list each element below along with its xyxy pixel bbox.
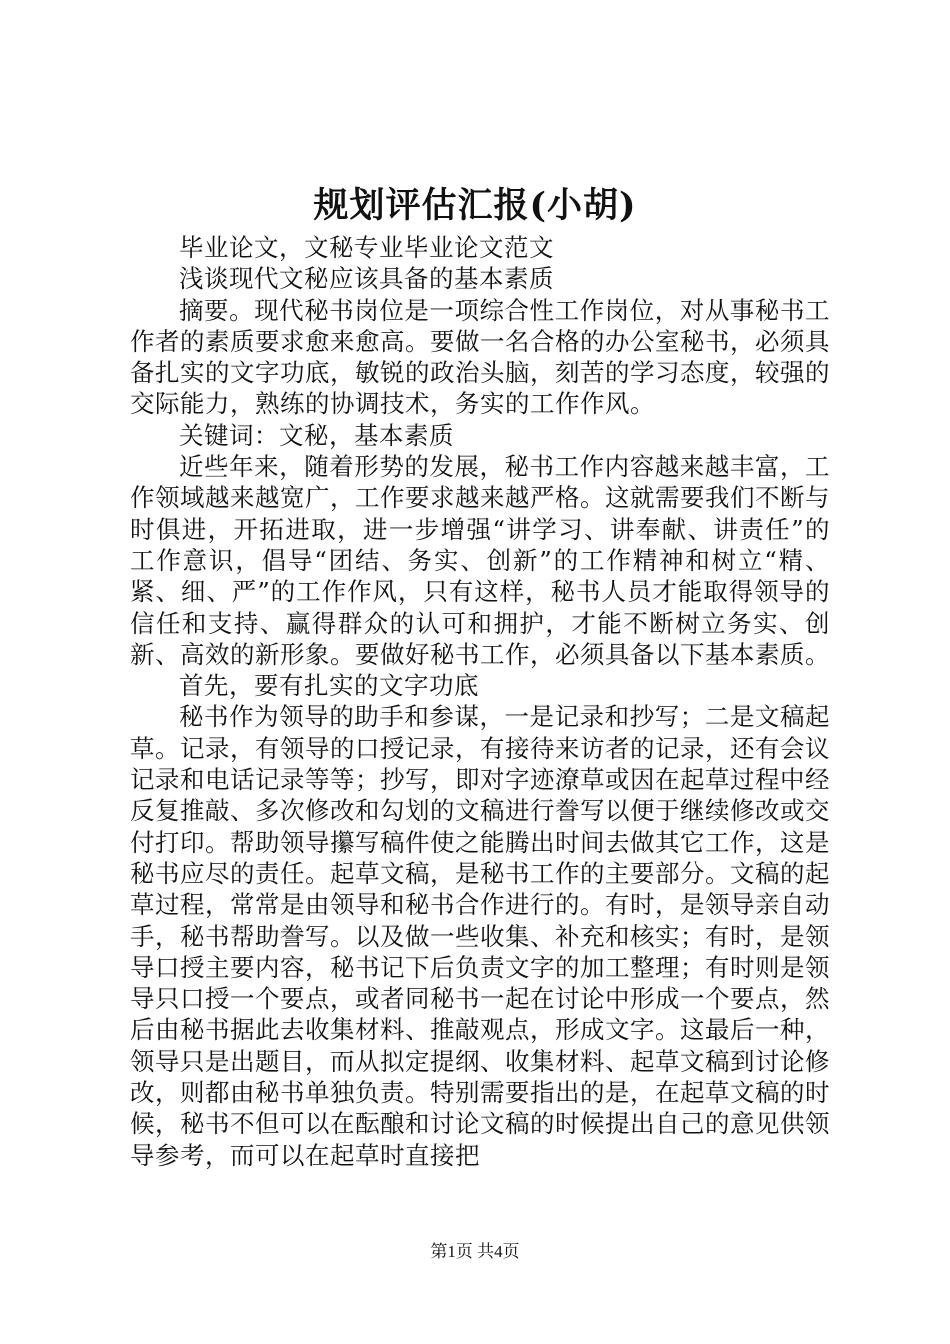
paragraph-subtitle-2: 浅谈现代文秘应该具备的基本素质	[179, 264, 554, 294]
paragraph-body: 秘书作为领导的助手和参谋，一是记录和抄写；二是文稿起草。记录，有领导的口授记录，有接待来访者的记录，还有会议记录和电话记录等等；抄写，即对字迹潦草或因在起草过程中经反复推敲、多次修改和勾划的文稿进行誊写以便于继续修改或交付打印。帮助领导攥写稿件使之能腾出时间去做其它工作，这是秘书应尽的责任。起草文稿，是秘书工作的主要部分。文稿的起草过程，常常是由领导和秘书合作进行的。有时，是领导亲自动手，秘书帮助誊写。以及做一些收集、补充和核实；有时，是领导口授主要内容，秘书记下后负责文字的加工整理；有时则是领导只口授一个要点，或者同秘书一起在讨论中形成一个要点，然后由秘书据此去收集材料、推敲观点，形成文字。这最后一种，领导只是出题目，而从拟定提纲、收集材料、起草文稿到讨论修改，则都由秘书单独负责。特别需要指出的是，在起草文稿的时候，秘书不但可以在酝酿和讨论文稿的时候提出自己的意见供领导参考，而可以在起草时直接把	[130, 702, 830, 1170]
page-footer: 第1页 共4页	[430, 1242, 520, 1261]
paragraph-keywords: 关键词：文秘，基本素质	[179, 420, 454, 450]
paragraph-intro: 近些年来，随着形势的发展，秘书工作内容越来越丰富，工作领域越来越宽广，工作要求越来越严格。这就需要我们不断与时俱进，开拓进取，进一步增强“讲学习、讲奉献、讲责任”的工作意识，倡导“团结、务实、创新”的工作精神和树立“精、紧、细、严”的工作作风，只有这样，秘书人员才能取得领导的信任和支持、赢得群众的认可和拥护，才能不断树立务实、创新、高效的新形象。要做好秘书工作，必须具备以下基本素质。	[130, 452, 830, 669]
paragraph-subtitle-1: 毕业论文，文秘专业毕业论文范文	[179, 233, 554, 262]
document-body	[130, 232, 830, 1171]
paragraph-abstract: 摘要。现代秘书岗位是一项综合性工作岗位，对从事秘书工作者的素质要求愈来愈高。要做一名合格的办公室秘书，必须具备扎实的文字功底，敏锐的政治头脑，刻苦的学习态度，较强的交际能力，熟练的协调技术，务实的工作作风。	[130, 295, 830, 419]
paragraph-heading-first: 首先，要有扎实的文字功底	[179, 671, 479, 701]
document-title: 规划评估汇报(小胡)	[313, 185, 637, 226]
